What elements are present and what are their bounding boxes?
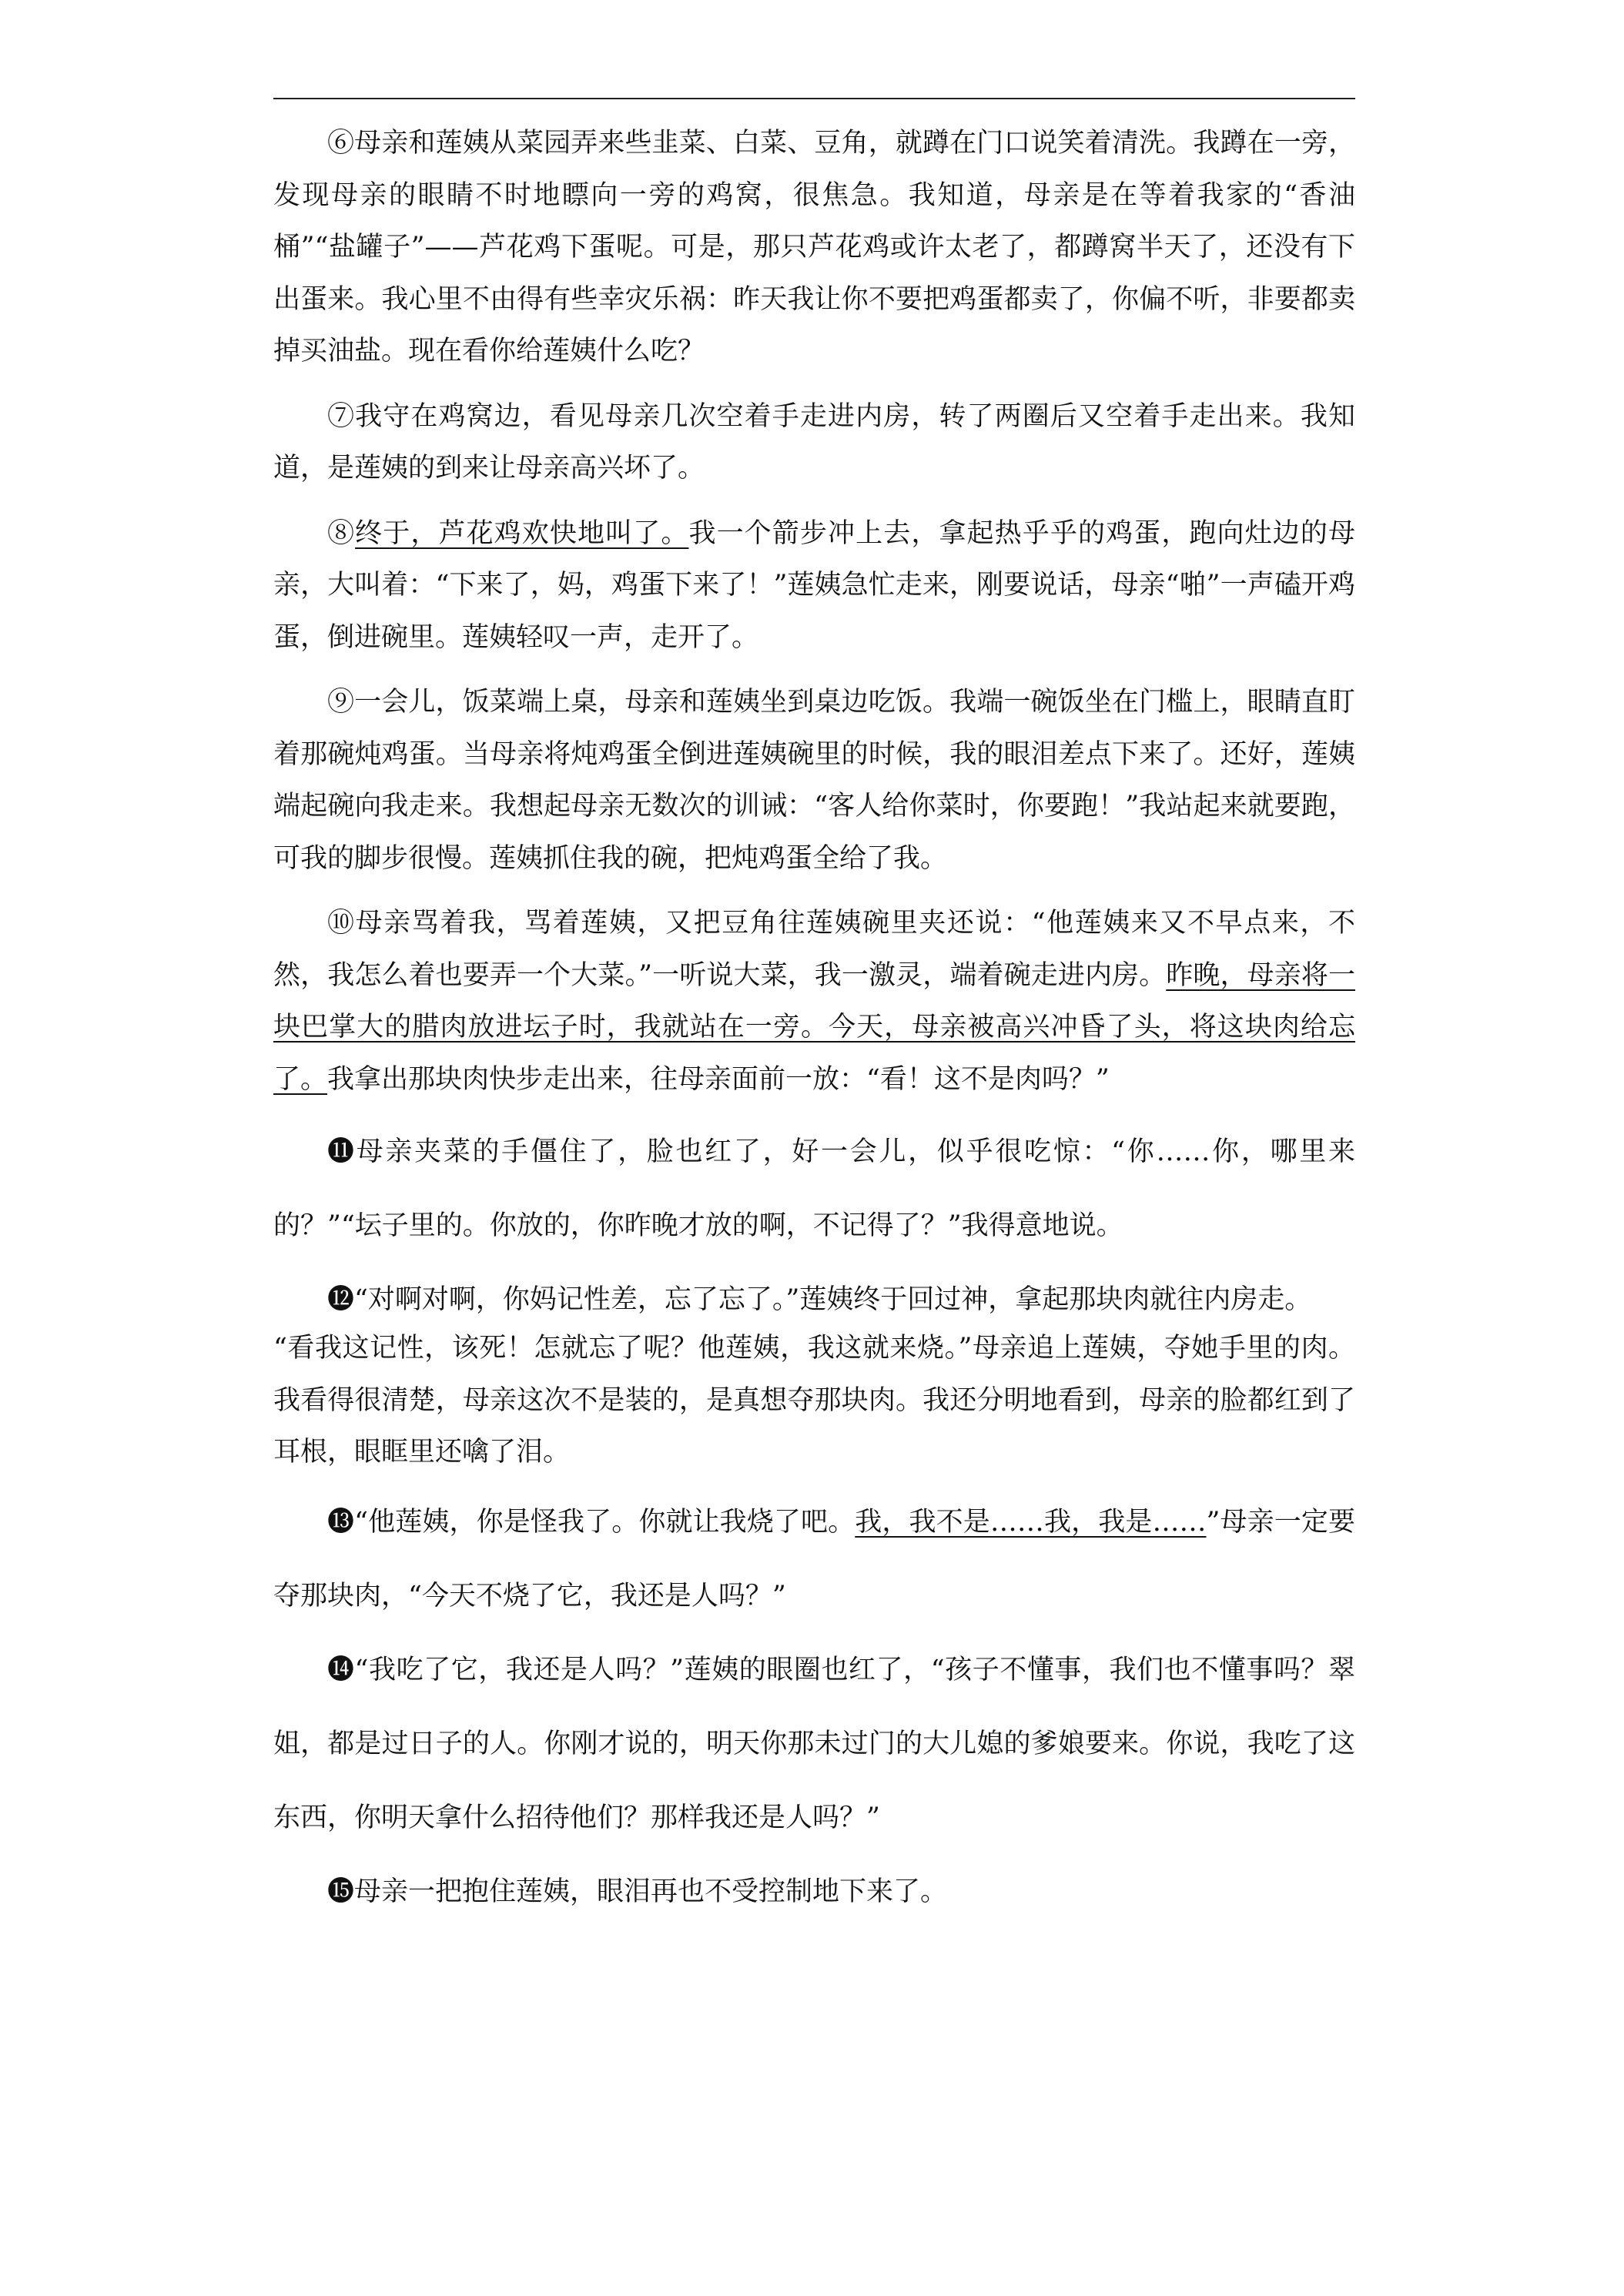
paragraph-10-underlined-text: 昨晚，母亲将一块巴掌大的腊肉放进坛子时，我就站在一旁。今天，母亲被高兴冲昏了头，将这块肉给忘了。 [273,959,1355,1095]
paragraph-15 [273,1855,1355,1929]
paragraph-7-text: ⑦我守在鸡窝边，看见母亲几次空着手走进内房，转了两圈后又空着手走出来。我知道，是莲姨的到来让母亲高兴坏了。 [273,400,1355,484]
paragraph-10 [273,898,1355,1106]
paragraph-13-text-end: ”母亲一定要夺那块肉，“今天不烧了它，我还是人吗？” [273,1506,1355,1612]
paragraph-8-text: 我一个箭步冲上去，拿起热乎乎的鸡蛋，跑向灶边的母亲，大叫着：“下来了，妈，鸡蛋下来了！”莲姨急忙走来，刚要说话，母亲“啪”一声磕开鸡蛋，倒进碗里。莲姨轻叹一声，走开了。 [273,517,1355,653]
paragraph-13-underlined-text: 我，我不是……我，我是…… [855,1506,1207,1538]
paragraph-12-continuation [273,1323,1355,1479]
paragraph-12-continuation-text: “看我这记性，该死！怎就忘了呢？他莲姨，我这就来烧。”母亲追上莲姨，夺她手里的肉。我看得很清楚，母亲这次不是装的，是真想夺那块肉。我还分明地看到，母亲的脸都红到了耳根，眼眶里还噙了泪。 [273,1333,1355,1468]
paragraph-9 [273,677,1355,885]
paragraph-8-underlined-text: 终于，芦花鸡欢快地叫了。 [355,517,689,549]
paragraph-14-text: ⓮“我吃了它，我还是人吗？”莲姨的眼圈也红了，“孩子不懂事，我们也不懂事吗？翠姐，都是过日子的人。你刚才说的，明天你那未过门的大儿媳的爹娘要来。你说，我吃了这东西，你明天拿什么招待他们？那样我还是人吗？” [273,1654,1355,1833]
paragraph-6 [273,118,1355,378]
article-body [273,118,1355,1929]
paragraph-7 [273,391,1355,495]
paragraph-11-text: ⓫母亲夹菜的手僵住了，脸也红了，好一会儿，似乎很吃惊：“你……你，哪里来的？”“坛子里的。你放的，你昨晚才放的啊，不记得了？”我得意地说。 [273,1136,1355,1241]
paragraph-13 [273,1485,1355,1633]
paragraph-6-text: ⑥母亲和莲姨从菜园弄来些韭菜、白菜、豆角，就蹲在门口说笑着清洗。我蹲在一旁，发现母亲的眼睛不时地瞟向一旁的鸡窝，很焦急。我知道，母亲是在等着我家的“香油桶”“盐罐子”——芦花鸡下蛋呢。可是，那只芦花鸡或许太老了，都蹲窝半天了，还没有下出蛋来。我心里不由得有些幸灾乐祸：昨天我让你不要把鸡蛋都卖了，你偏不听，非要都卖掉买油盐。现在看你给莲姨什么吃？ [273,128,1355,366]
header-rule [273,98,1355,99]
paragraph-12-text: ⓬“对啊对啊，你妈记性差，忘了忘了。”莲姨终于回过神，拿起那块肉就往内房走。 [327,1284,1312,1315]
paragraph-10-text-end: 我拿出那块肉快步走出来，往母亲面前一放：“看！这不是肉吗？” [327,1063,1110,1095]
paragraph-9-text: ⑨一会儿，饭菜端上桌，母亲和莲姨坐到桌边吃饭。我端一碗饭坐在门槛上，眼睛直盯着那碗炖鸡蛋。当母亲将炖鸡蛋全倒进莲姨碗里的时候，我的眼泪差点下来了。还好，莲姨端起碗向我走来。我想起母亲无数次的训诫：“客人给你菜时，你要跑！”我站起来就要跑，可我的脚步很慢。莲姨抓住我的碗，把炖鸡蛋全给了我。 [273,687,1355,874]
paragraph-8-number: ⑧ [327,517,356,549]
paragraph-14 [273,1633,1355,1855]
paragraph-8 [273,508,1355,664]
paragraph-15-text: ⓯母亲一把抱住莲姨，眼泪再也不受控制地下来了。 [327,1876,948,1907]
paragraph-10-text-start: ⑩母亲骂着我，骂着莲姨，又把豆角往莲姨碗里夹还说：“他莲姨来又不早点来，不然，我怎么着也要弄一个大菜。”一听说大菜，我一激灵，端着碗走进内房。 [273,908,1355,991]
paragraph-13-text-start: ⓭“他莲姨，你是怪我了。你就让我烧了吧。 [327,1506,856,1538]
paragraph-11 [273,1115,1355,1263]
